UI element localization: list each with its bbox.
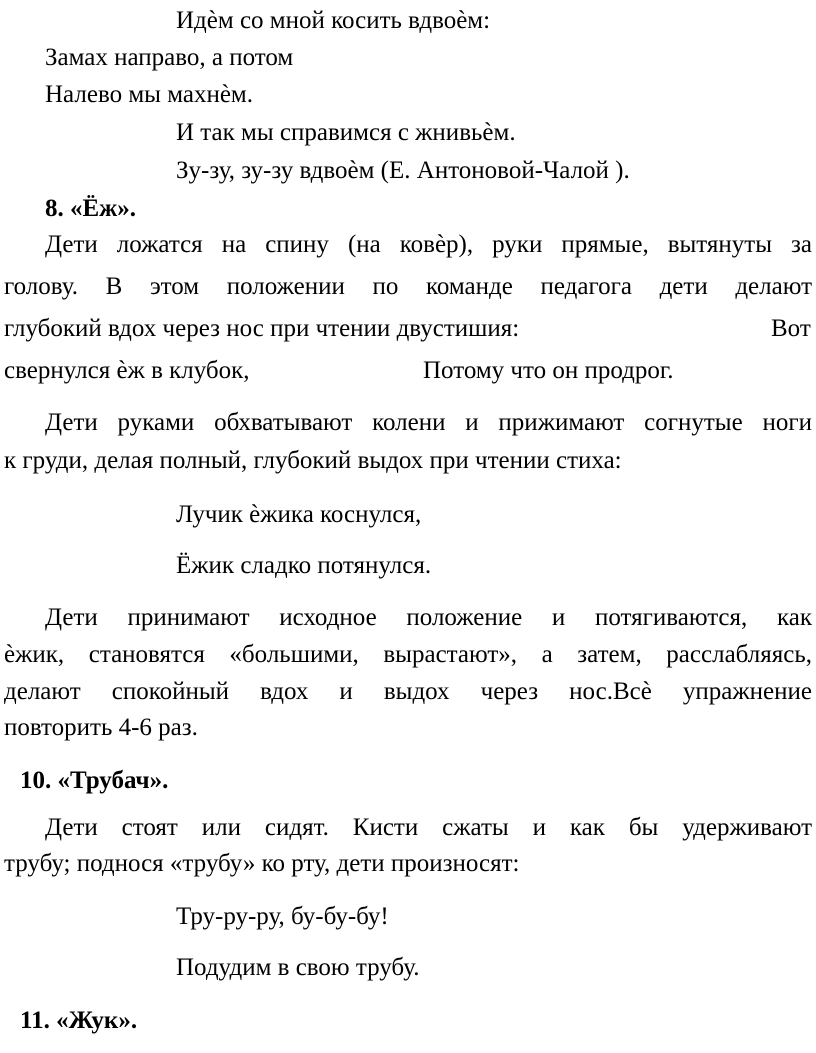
- poem-line: Замах направо, а потом: [45, 44, 294, 71]
- paragraph-line: ѐжик, становятся «большими, вырастают», а затем, расслабляясь,: [4, 641, 812, 668]
- paragraph-line: Дети ложатся на спину (на ковѐр), руки прямые, вытянуты за: [45, 231, 812, 258]
- paragraph-line: трубу; поднося «трубу» ко рту, дети произносят:: [4, 850, 520, 877]
- section-heading: 8. «Ёж».: [45, 195, 137, 222]
- paragraph-line: делают спокойный вдох и выдох через нос.Всѐ упражнение: [4, 678, 812, 705]
- poem-line: И так мы справимся с жнивьѐм.: [176, 119, 516, 146]
- paragraph-line: Дети принимают исходное положение и потягиваются, как: [45, 604, 812, 631]
- section-heading: 10. «Трубач».: [20, 767, 169, 794]
- paragraph-line: глубокий вдох через нос при чтении двустишия:: [4, 315, 520, 342]
- poem-line: Идѐм со мной косить вдвоѐм:: [176, 7, 491, 34]
- paragraph-line: свернулся ѐж в клубок,: [4, 357, 250, 384]
- verse-line: Ёжик сладко потянулся.: [176, 552, 432, 579]
- paragraph-line: голову. В этом положении по команде педагога дети делают: [4, 273, 812, 300]
- paragraph-line: Вот: [771, 315, 811, 342]
- paragraph-line: Дети стоят или сидят. Кисти сжаты и как бы удерживают: [45, 814, 812, 841]
- paragraph-line: Потому что он продрог.: [423, 357, 674, 384]
- verse-line: Тру-ру-ру, бу-бу-бу!: [176, 903, 389, 930]
- paragraph-line: повторить 4-6 раз.: [4, 714, 198, 741]
- verse-line: Подудим в свою трубу.: [176, 954, 420, 981]
- section-heading: 11. «Жук».: [20, 1007, 138, 1034]
- paragraph-line: к груди, делая полный, глубокий выдох при чтении стиха:: [4, 447, 622, 474]
- poem-line: Налево мы махнѐм.: [45, 81, 253, 108]
- verse-line: Лучик ѐжика коснулся,: [176, 501, 422, 528]
- poem-line: Зу-зу, зу-зу вдвоѐм (Е. Антоновой-Чалой ).: [176, 157, 630, 184]
- paragraph-line: Дети руками обхватывают колени и прижимают согнутые ноги: [45, 409, 812, 436]
